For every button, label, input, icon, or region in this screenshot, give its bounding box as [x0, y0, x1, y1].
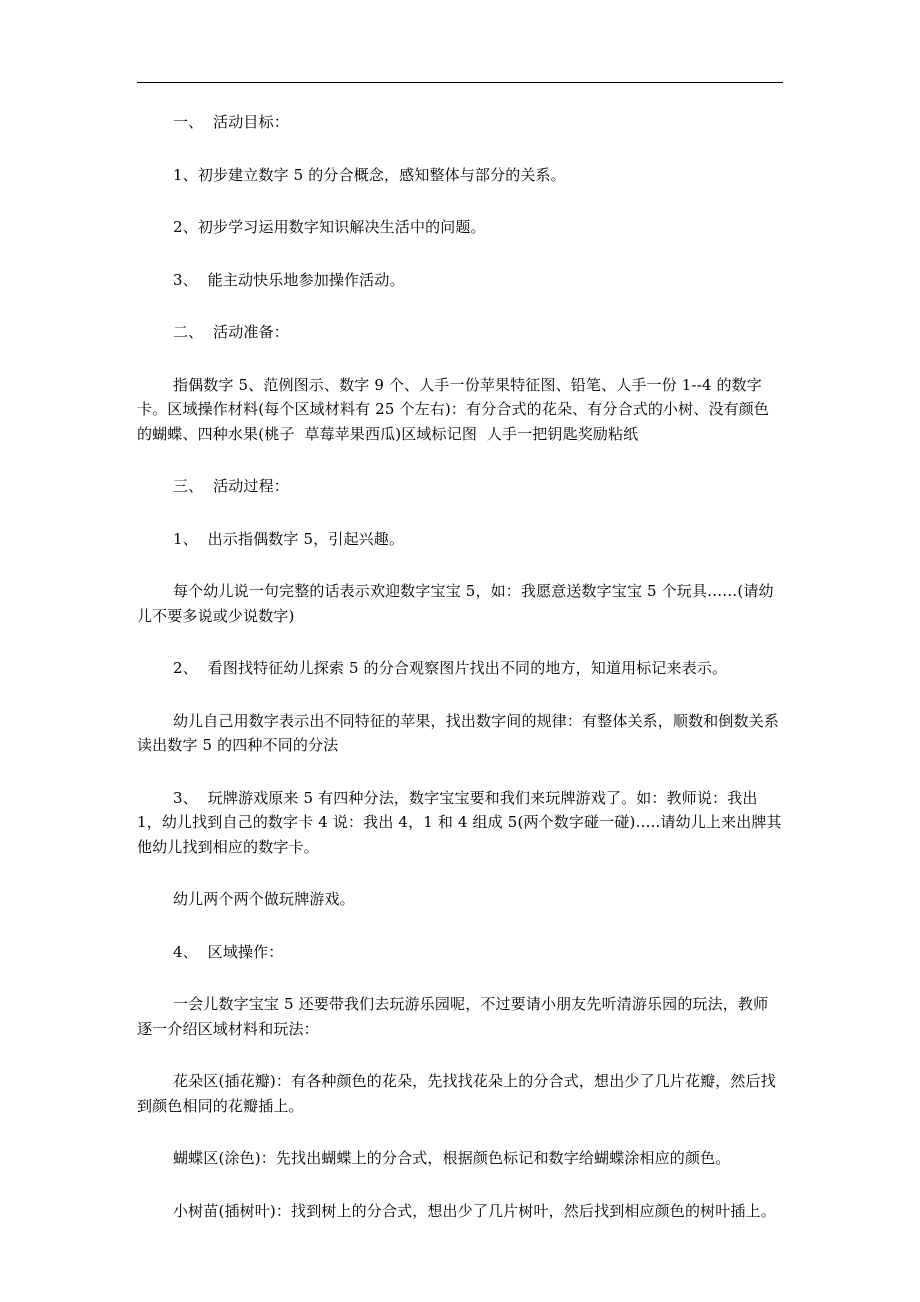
section-heading-process: 三、 活动过程： — [173, 477, 289, 495]
process-step-1-detail: 每个幼儿说一句完整的话表示欢迎数字宝宝 5，如：我愿意送数字宝宝 5 个玩具……(请幼儿不要多说或少说数字) — [137, 582, 774, 625]
header-rule — [137, 82, 783, 83]
process-step-1: 1、 出示指偶数字 5，引起兴趣。 — [173, 529, 405, 548]
preparation-materials: 指偶数字 5、范例图示、数字 9 个、人手一份苹果特征图、铅笔、人手一份 1--4 的数字卡。区域操作材料(每个区域材料有 25 个左右)：有分合式的花朵、有分合式的小树、没有颜色的蝴蝶、四种水果(桃子 草莓苹果西瓜)区域标记图 人手一把钥匙奖励粘纸 — [137, 375, 770, 443]
area-flowers: 花朵区(插花瓣)：有各种颜色的花朵，先找找花朵上的分合式，想出少了几片花瓣，然后找到颜色相同的花瓣插上。 — [137, 1072, 776, 1115]
process-step-4: 4、 区域操作： — [173, 942, 284, 961]
goal-item-3: 3、 能主动快乐地参加操作活动。 — [173, 270, 405, 289]
process-step-4-intro: 一会儿数字宝宝 5 还要带我们去玩游乐园呢，不过要请小朋友先听清游乐园的玩法，教师逐一介绍区域材料和玩法： — [137, 995, 769, 1038]
goal-item-2: 2、初步学习运用数字知识解决生活中的问题。 — [173, 218, 486, 236]
area-saplings: 小树苗(插树叶)：找到树上的分合式，想出少了几片树叶，然后找到相应颜色的树叶插上。 — [173, 1201, 776, 1220]
process-step-3-detail: 幼儿两个两个做玩牌游戏。 — [173, 890, 355, 908]
process-step-2: 2、 看图找特征幼儿探索 5 的分合观察图片找出不同的地方，知道用标记来表示。 — [173, 659, 728, 677]
goal-item-1: 1、初步建立数字 5 的分合概念，感知整体与部分的关系。 — [173, 165, 566, 184]
section-heading-preparation: 二、 活动准备： — [173, 323, 289, 341]
area-butterflies: 蝴蝶区(涂色)：先找出蝴蝶上的分合式，根据颜色标记和数字给蝴蝶涂相应的颜色。 — [173, 1149, 731, 1167]
document-body — [137, 110, 783, 1251]
section-heading-goals: 一、 活动目标： — [173, 113, 289, 131]
process-step-3: 3、 玩牌游戏原来 5 有四种分法，数字宝宝要和我们来玩牌游戏了。如：教师说：我出 1，幼儿找到自己的数字卡 4 说：我出 4，1 和 4 组成 5(两个数字碰一碰)…..请幼儿上来出牌其他幼儿找到相应的数字卡。 — [137, 788, 782, 856]
process-step-2-detail: 幼儿自己用数字表示出不同特征的苹果，找出数字间的规律：有整体关系，顺数和倒数关系读出数字 5 的四种不同的分法 — [137, 711, 780, 754]
